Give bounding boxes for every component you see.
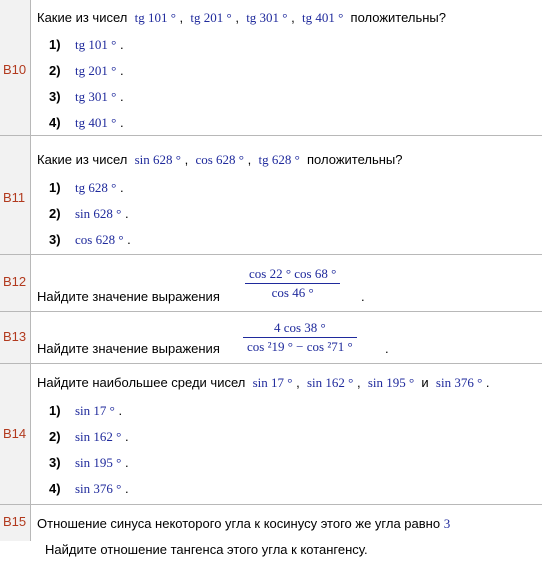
math-term: tg 201 ° (190, 10, 232, 25)
fraction-denominator: cos 46 ° (245, 283, 340, 301)
fraction-numerator: cos 22 ° cos 68 ° (249, 266, 337, 281)
separator: , (235, 10, 239, 25)
math-term: sin 376 ° (435, 375, 483, 390)
question-text: Найдите значение выражения (37, 341, 220, 356)
problem-content (37, 136, 542, 254)
problem-number: B13 (3, 329, 27, 344)
math-term: sin 628 ° (134, 152, 181, 167)
answer-option[interactable] (49, 403, 122, 419)
option-dot: . (127, 232, 131, 247)
option-dot: . (119, 180, 124, 195)
problem-number-cell (0, 505, 31, 541)
problem-number: B11 (3, 190, 26, 205)
separator: , (296, 375, 300, 390)
question-text: Отношение синуса некоторого угла к косинусу этого же угла равно (37, 516, 441, 531)
problem-number: B15 (3, 514, 27, 529)
answer-option[interactable] (49, 89, 124, 105)
problem-b11 (0, 136, 542, 255)
math-term: tg 401 ° (301, 10, 344, 25)
option-value: sin 376 ° (75, 481, 122, 496)
separator: , (184, 152, 189, 167)
problem-b13 (0, 312, 542, 364)
problem-content (37, 364, 542, 504)
math-value: 3 (443, 516, 451, 531)
option-dot: . (119, 89, 124, 104)
option-number: 2) (49, 63, 61, 78)
option-number: 4) (49, 481, 61, 496)
option-value: tg 101 ° (75, 37, 117, 52)
question-text (37, 10, 446, 26)
question-prefix: Какие из чисел (37, 10, 128, 25)
option-dot: . (125, 206, 129, 221)
answer-option[interactable] (49, 455, 129, 471)
math-term: sin 162 ° (306, 375, 354, 390)
option-number: 2) (49, 429, 61, 444)
conjunction: и (421, 375, 429, 390)
option-value: sin 162 ° (75, 429, 122, 444)
math-term: sin 17 ° (252, 375, 293, 390)
end-period: . (485, 375, 490, 390)
option-value: tg 201 ° (75, 63, 117, 78)
question-text (37, 152, 403, 168)
problem-b15 (0, 505, 542, 563)
option-value: tg 628 ° (75, 180, 117, 195)
separator: , (356, 375, 361, 390)
option-dot: . (125, 481, 129, 496)
problem-content (37, 312, 542, 363)
problem-b12 (0, 255, 542, 312)
option-value: tg 401 ° (75, 115, 117, 130)
option-number: 1) (49, 180, 61, 195)
problem-b10 (0, 0, 542, 136)
option-value: tg 301 ° (75, 89, 117, 104)
answer-option[interactable] (49, 63, 124, 79)
fraction (245, 266, 340, 301)
fraction (243, 320, 357, 355)
math-term: sin 195 ° (367, 375, 415, 390)
separator: , (291, 10, 295, 25)
answer-option[interactable] (49, 481, 129, 497)
option-number: 1) (49, 37, 61, 52)
option-value: sin 17 ° (75, 403, 115, 418)
math-term: tg 628 ° (258, 152, 300, 167)
question-prefix: Какие из чисел (37, 152, 128, 167)
end-period: . (385, 341, 389, 356)
option-dot: . (119, 37, 124, 52)
answer-option[interactable] (49, 206, 129, 222)
math-term: cos 628 ° (195, 152, 244, 167)
problem-number-cell (0, 364, 31, 504)
fraction-denominator: cos ²19 ° − cos ²71 ° (243, 337, 357, 355)
option-number: 1) (49, 403, 61, 418)
separator: , (179, 10, 184, 25)
problem-number-cell (0, 255, 31, 311)
answer-option[interactable] (49, 429, 129, 445)
option-number: 2) (49, 206, 61, 221)
option-number: 3) (49, 232, 61, 247)
problem-b14 (0, 364, 542, 505)
question-text (37, 375, 490, 391)
option-dot: . (119, 63, 124, 78)
option-dot: . (119, 115, 124, 130)
problem-number: B12 (3, 274, 27, 289)
option-number: 4) (49, 115, 61, 130)
problem-content (37, 0, 542, 135)
question-suffix: положительны? (350, 10, 447, 25)
problem-content (37, 505, 542, 563)
option-value: cos 628 ° (75, 232, 124, 247)
problem-number: B14 (3, 426, 27, 441)
math-term: tg 101 ° (134, 10, 176, 25)
answer-option[interactable] (49, 37, 124, 53)
answer-option[interactable] (49, 180, 124, 196)
question-line-1 (37, 516, 450, 532)
question-line-2: Найдите отношение тангенса этого угла к котангенсу. (45, 542, 368, 557)
separator: , (247, 152, 252, 167)
problem-number: B10 (3, 62, 27, 77)
fraction-numerator: 4 cos 38 ° (273, 320, 326, 335)
problem-number-cell (0, 0, 31, 135)
problem-number-cell (0, 136, 31, 254)
option-number: 3) (49, 455, 61, 470)
option-dot: . (125, 429, 129, 444)
end-period: . (361, 289, 365, 304)
option-value: sin 195 ° (75, 455, 122, 470)
question-text: Найдите значение выражения (37, 289, 220, 304)
option-dot: . (118, 403, 123, 418)
problem-content (37, 255, 542, 311)
question-suffix: положительны? (307, 152, 403, 167)
math-term: tg 301 ° (246, 10, 288, 25)
option-number: 3) (49, 89, 61, 104)
answer-option[interactable] (49, 232, 131, 248)
problem-number-cell (0, 312, 31, 363)
option-dot: . (125, 455, 129, 470)
answer-option[interactable] (49, 115, 124, 131)
option-value: sin 628 ° (75, 206, 122, 221)
question-prefix: Найдите наибольшее среди чисел (37, 375, 246, 390)
